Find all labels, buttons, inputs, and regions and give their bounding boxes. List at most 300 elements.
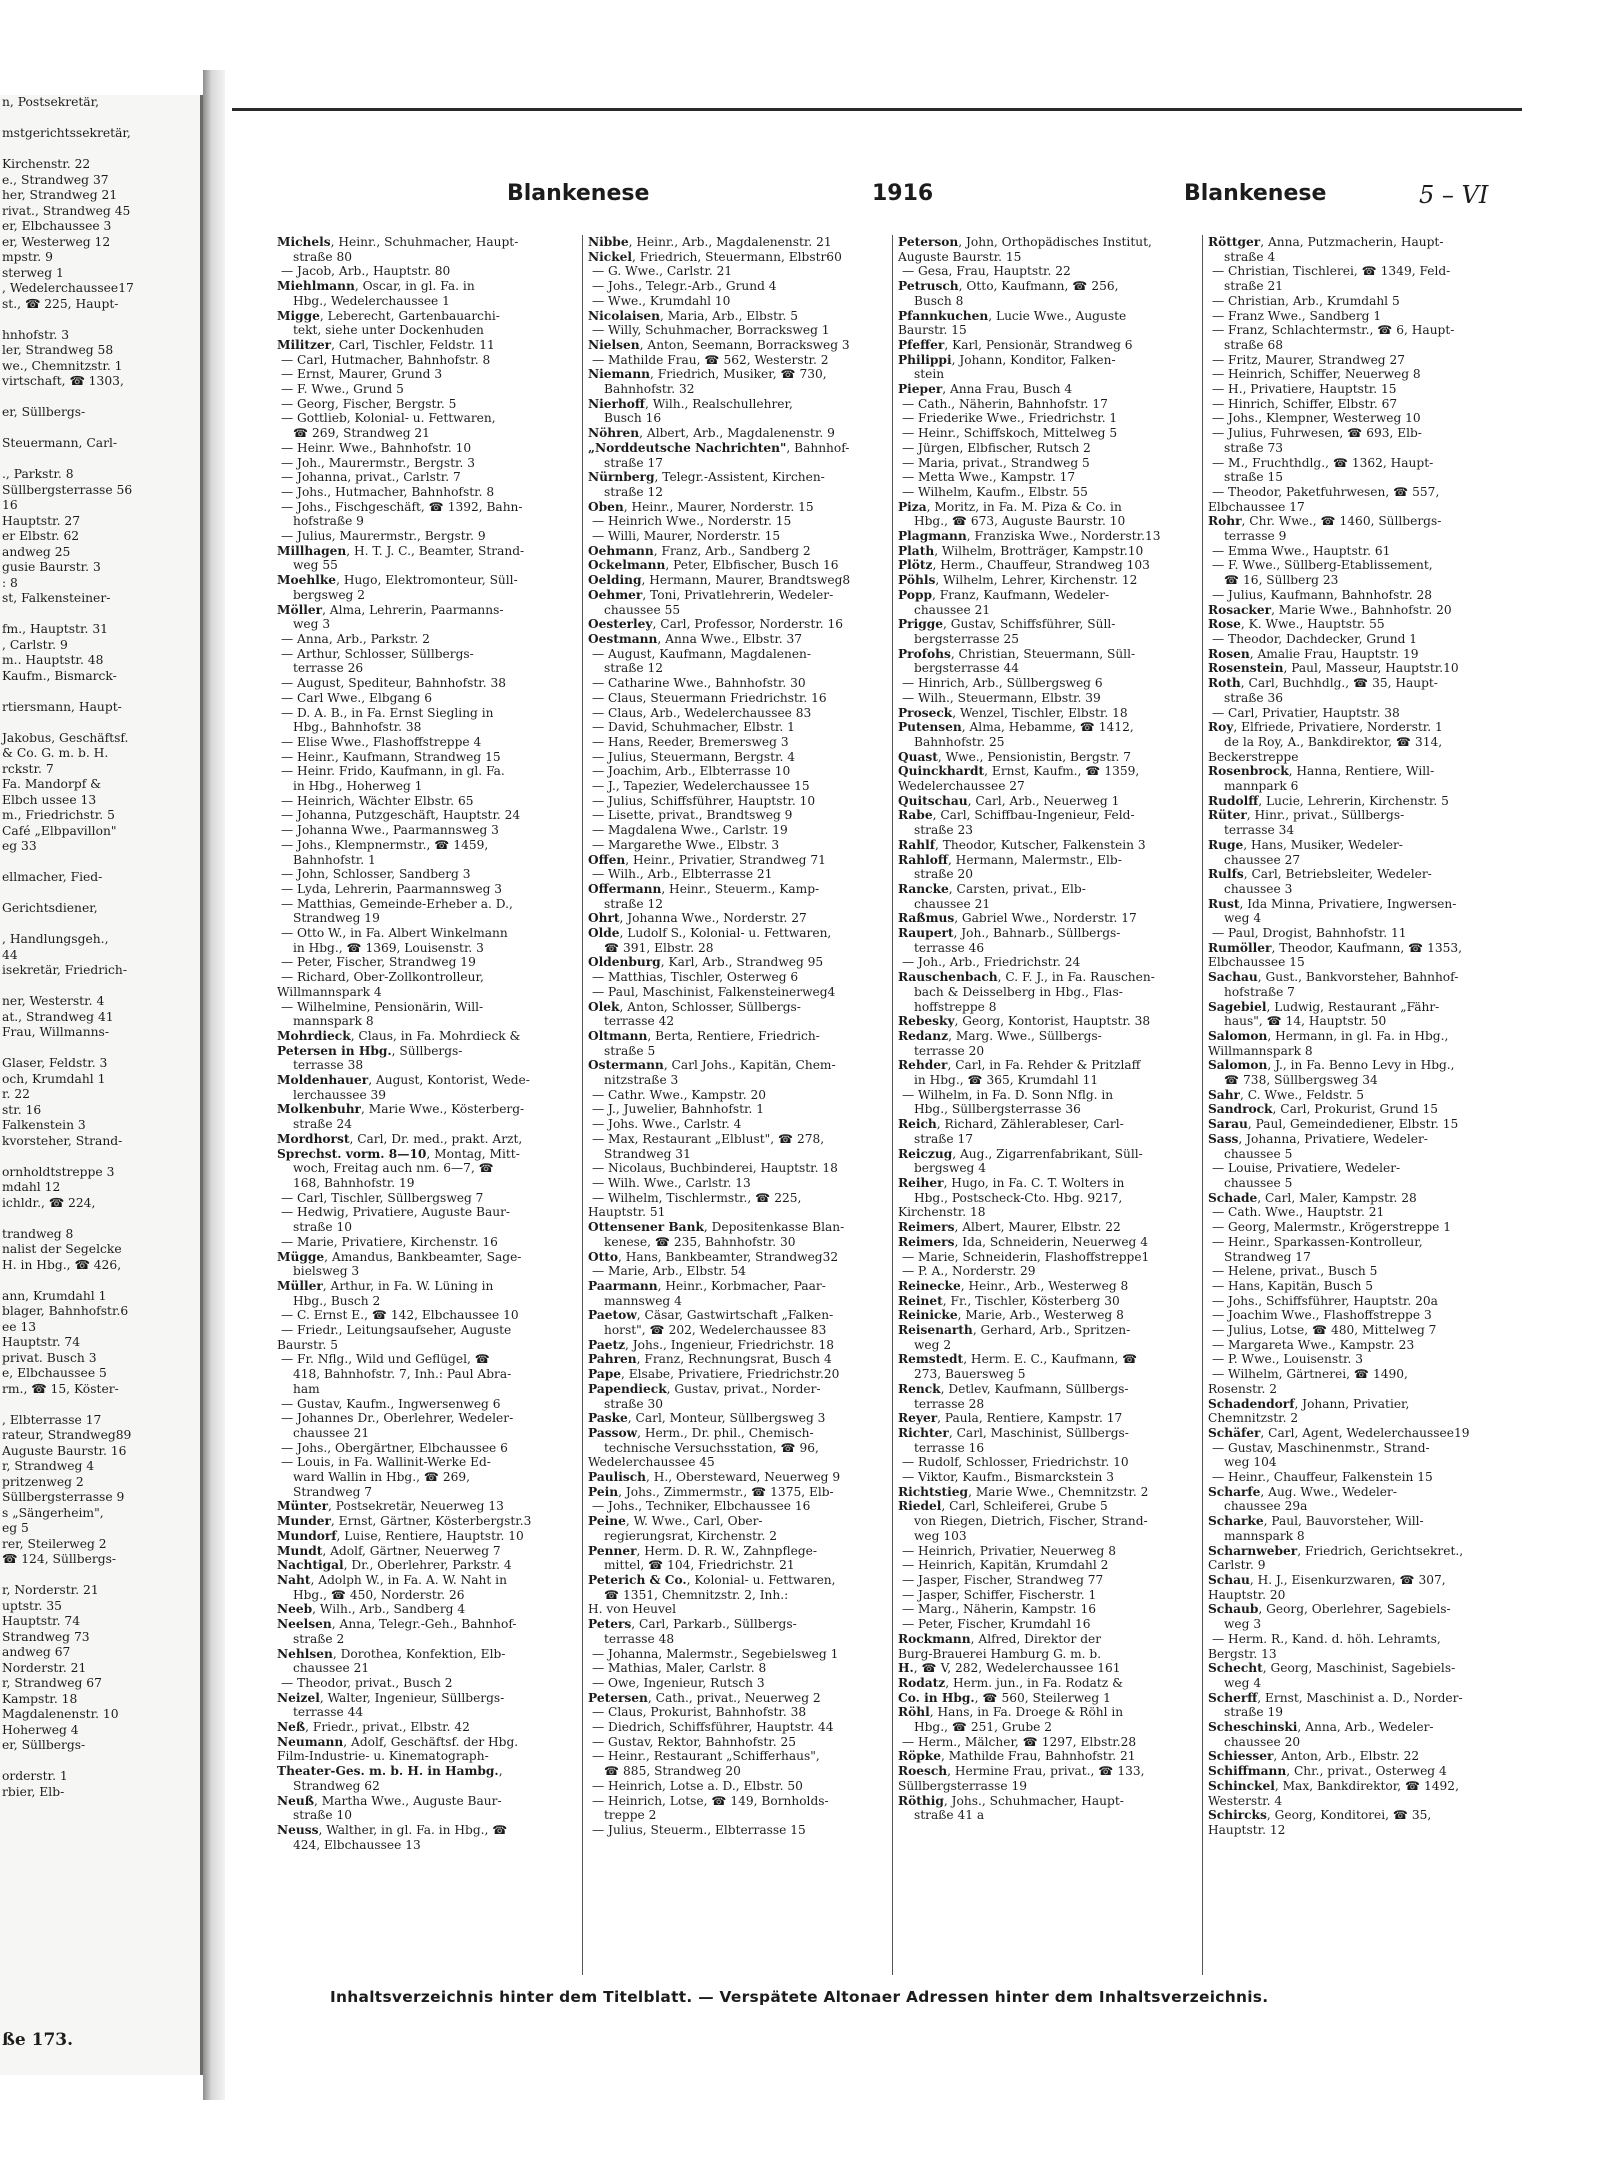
directory-entry-line: weg 3 bbox=[1224, 1617, 1262, 1632]
directory-entry-line: Popp, Franz, Kaufmann, Wedeler- bbox=[898, 587, 1110, 602]
directory-entry-line: — Carl, Hutmacher, Bahnhofstr. 8 bbox=[281, 352, 491, 367]
directory-entry-line: Petersen, Cath., privat., Neuerweg 2 bbox=[588, 1690, 821, 1705]
directory-entry-line: bach & Deisselberg in Hbg., Flas- bbox=[914, 984, 1123, 999]
directory-entry-line: Theater-Ges. m. b. H. in Hambg., bbox=[277, 1764, 503, 1779]
directory-entry-line: — Wwe., Krumdahl 10 bbox=[592, 293, 731, 308]
directory-entry-line: — Fr. Nflg., Wild und Geflügel, ☎ bbox=[281, 1352, 490, 1367]
directory-entry-line: — Elise Wwe., Flashoffstreppe 4 bbox=[281, 734, 482, 749]
directory-entry-line: terrasse 28 bbox=[914, 1396, 985, 1411]
directory-entry-line: straße 17 bbox=[604, 455, 663, 470]
directory-entry-line: Quinckhardt, Ernst, Kaufm., ☎ 1359, bbox=[898, 764, 1140, 779]
directory-entry-line: Millhagen, H. T. J. C., Beamter, Strand- bbox=[277, 543, 525, 558]
directory-entry-line: — Franz, Schlachtermstr., ☎ 6, Haupt- bbox=[1212, 323, 1455, 338]
left-page-line: Kirchenstr. 22 bbox=[2, 157, 91, 171]
directory-entry-line: Rohr, Chr. Wwe., ☎ 1460, Süllbergs- bbox=[1208, 514, 1442, 529]
directory-entry-line: Rose, K. Wwe., Hauptstr. 55 bbox=[1208, 617, 1385, 632]
directory-entry-line: hoffstreppe 8 bbox=[914, 999, 997, 1014]
left-page-line bbox=[2, 421, 200, 437]
directory-entry-line: Nibbe, Heinr., Arb., Magdalenenstr. 21 bbox=[588, 235, 832, 249]
directory-entry-line: bergsterrasse 25 bbox=[914, 631, 1020, 646]
left-page-line: 44 bbox=[2, 947, 18, 962]
directory-entry-line: — D. A. B., in Fa. Ernst Siegling in bbox=[281, 705, 494, 720]
directory-entry-line: terrasse 26 bbox=[293, 661, 364, 676]
directory-entry-line: 273, Bauersweg 5 bbox=[914, 1367, 1026, 1382]
directory-entry-line: Petrusch, Otto, Kaufmann, ☎ 256, bbox=[898, 279, 1119, 294]
directory-entry-line: — Hedwig, Privatiere, Auguste Baur- bbox=[281, 1205, 511, 1220]
directory-entry-line: weg 3 bbox=[293, 617, 331, 632]
left-page-line: sterweg 1 bbox=[2, 265, 64, 280]
directory-entry-line: Beckerstreppe bbox=[1208, 749, 1299, 764]
directory-entry-line: straße 10 bbox=[293, 1808, 352, 1823]
directory-entry-line: — Paul, Drogist, Bahnhofstr. 11 bbox=[1212, 926, 1407, 941]
left-page-line bbox=[2, 917, 200, 933]
left-page-line: mpstr. 9 bbox=[2, 250, 53, 264]
directory-entry-line: — Gustav, Maschinenmstr., Strand- bbox=[1212, 1440, 1430, 1455]
left-page-line: Norderstr. 21 bbox=[2, 1660, 87, 1675]
directory-entry-line: Sandrock, Carl, Prokurist, Grund 15 bbox=[1208, 1102, 1438, 1117]
directory-entry-line: Wedelerchaussee 45 bbox=[588, 1455, 715, 1470]
left-page-line: privat. Busch 3 bbox=[2, 1350, 97, 1365]
directory-entry-line: ward Wallin in Hbg., ☎ 269, bbox=[293, 1470, 471, 1485]
left-page-line: mdahl 12 bbox=[2, 1180, 61, 1194]
directory-entry-line: Moldenhauer, August, Kontorist, Wede- bbox=[277, 1073, 530, 1088]
directory-entry-line: Nehlsen, Dorothea, Konfektion, Elb- bbox=[277, 1646, 506, 1661]
directory-entry-line: Rancke, Carsten, privat., Elb- bbox=[898, 881, 1086, 896]
directory-entry-line: chaussee 21 bbox=[293, 1661, 370, 1676]
directory-entry-line: Moehlke, Hugo, Elektromonteur, Süll- bbox=[277, 573, 518, 588]
left-page-line: er, Süllbergs- bbox=[2, 405, 86, 419]
directory-entry-line: — Emma Wwe., Hauptstr. 61 bbox=[1212, 543, 1391, 558]
directory-entry-line: Reinecke, Heinr., Arb., Westerweg 8 bbox=[898, 1278, 1129, 1293]
directory-entry-line: straße 17 bbox=[914, 1131, 973, 1146]
directory-entry-line: Quast, Wwe., Pensionistin, Bergstr. 7 bbox=[898, 749, 1131, 764]
directory-entry-line: ☎ 269, Strandweg 21 bbox=[293, 426, 430, 441]
directory-entry-line: Co. in Hbg., ☎ 560, Steilerweg 1 bbox=[898, 1690, 1111, 1705]
left-page-line: pritzenweg 2 bbox=[2, 1474, 84, 1489]
directory-entry-line: terrasse 42 bbox=[604, 1014, 675, 1029]
left-page-line: er, Westerweg 12 bbox=[2, 234, 111, 249]
directory-entry-line: Scheschinski, Anna, Arb., Wedeler- bbox=[1208, 1720, 1434, 1735]
directory-column-3 bbox=[892, 235, 1195, 1975]
directory-entry-line: — Heinr., Kaufmann, Strandweg 15 bbox=[281, 749, 501, 764]
directory-entry-line: Profohs, Christian, Steuermann, Süll- bbox=[898, 646, 1136, 661]
left-page-line: m.. Hauptstr. 48 bbox=[2, 653, 104, 667]
directory-entry-line: Miehlmann, Oscar, in gl. Fa. in bbox=[277, 279, 475, 294]
directory-entry-line: weg 103 bbox=[914, 1528, 967, 1543]
directory-entry-line: Rust, Ida Minna, Privatiere, Ingwersen- bbox=[1208, 896, 1457, 911]
directory-entry-line: — Herm., Mälcher, ☎ 1297, Elbstr.28 bbox=[902, 1734, 1137, 1749]
directory-entry-line: — M., Fruchthdlg., ☎ 1362, Haupt- bbox=[1212, 455, 1434, 470]
directory-entry-line: Strandweg 7 bbox=[293, 1484, 373, 1499]
directory-entry-line: Piza, Moritz, in Fa. M. Piza & Co. in bbox=[898, 499, 1122, 514]
left-page-line: rivat., Strandweg 45 bbox=[2, 203, 131, 218]
directory-entry-line: Reiher, Hugo, in Fa. C. T. Wolters in bbox=[898, 1176, 1125, 1190]
directory-entry-line: — C. Ernst E., ☎ 142, Elbchaussee 10 bbox=[281, 1308, 519, 1323]
directory-entry-line: Rodatz, Herm. jun., in Fa. Rodatz & bbox=[898, 1675, 1123, 1690]
directory-entry-line: Carlstr. 9 bbox=[1208, 1558, 1266, 1573]
directory-entry-line: Nierhoff, Wilh., Realschullehrer, bbox=[588, 396, 793, 411]
directory-entry-line: — J., Tapezier, Wedelerchaussee 15 bbox=[592, 779, 810, 794]
left-page-line: str. 16 bbox=[2, 1102, 42, 1117]
left-page-line: , Handlungsgeh., bbox=[2, 932, 109, 946]
directory-entry-line: — Friedr., Leitungsaufseher, Auguste bbox=[281, 1323, 512, 1338]
directory-entry-line: — Margareta Wwe., Kampstr. 23 bbox=[1212, 1337, 1415, 1352]
directory-entry-line: Mordhorst, Carl, Dr. med., prakt. Arzt, bbox=[277, 1131, 523, 1146]
directory-entry-line: — Otto W., in Fa. Albert Winkelmann bbox=[281, 926, 508, 941]
left-page-line: ichldr., ☎ 224, bbox=[2, 1195, 96, 1210]
directory-entry-line: Westerstr. 4 bbox=[1208, 1793, 1283, 1808]
page-footer-note: Inhaltsverzeichnis hinter dem Titelblatt. — Verspätete Altonaer Adressen hinter dem Inhaltsverzeichnis. bbox=[330, 1988, 1269, 2006]
directory-entry-line: chaussee 21 bbox=[914, 896, 991, 911]
directory-entry-line: — Julius, Maurermstr., Bergstr. 9 bbox=[281, 529, 486, 544]
directory-entry-line: Renck, Detlev, Kaufmann, Süllbergs- bbox=[898, 1381, 1129, 1396]
directory-entry-line: — G. Wwe., Carlstr. 21 bbox=[592, 264, 733, 279]
directory-entry-line: — Johanna, Malermstr., Segebielsweg 1 bbox=[592, 1646, 839, 1661]
directory-entry-line: — F. Wwe., Grund 5 bbox=[281, 382, 404, 397]
directory-columns bbox=[272, 235, 1512, 1975]
directory-entry-line: Reinicke, Marie, Arb., Westerweg 8 bbox=[898, 1308, 1124, 1323]
left-page-line: Süllbergsterrasse 9 bbox=[2, 1490, 125, 1504]
directory-entry-line: weg 55 bbox=[293, 558, 338, 573]
directory-entry-line: — Heinrich, Wächter Elbstr. 65 bbox=[281, 793, 474, 808]
directory-entry-line: — Wilh., Arb., Elbterrasse 21 bbox=[592, 867, 773, 882]
directory-entry-line: — Johs. Wwe., Carlstr. 4 bbox=[592, 1117, 742, 1132]
left-page-line: nalist der Segelcke bbox=[2, 1242, 122, 1256]
directory-entry-line: terrasse 9 bbox=[1224, 529, 1287, 544]
directory-entry-line: ☎ 885, Strandweg 20 bbox=[604, 1764, 741, 1779]
directory-entry-line: Reinet, Fr., Tischler, Kösterberg 30 bbox=[898, 1293, 1120, 1308]
directory-entry-line: Oestmann, Anna Wwe., Elbstr. 37 bbox=[588, 631, 803, 646]
directory-entry-line: — Louise, Privatiere, Wedeler- bbox=[1212, 1161, 1401, 1176]
left-page-line: eg 33 bbox=[2, 839, 37, 853]
directory-entry-line: Müller, Arthur, in Fa. W. Lüning in bbox=[277, 1278, 494, 1293]
directory-entry-line: Migge, Leberecht, Gartenbauarchi- bbox=[277, 308, 500, 323]
left-page-line: mstgerichtssekretär, bbox=[2, 126, 131, 140]
directory-entry-line: Scharnweber, Friedrich, Gerichtsekret., bbox=[1208, 1543, 1464, 1558]
directory-entry-line: — August, Spediteur, Bahnhofstr. 38 bbox=[281, 676, 507, 691]
directory-entry-line: — Marie, Arb., Elbstr. 54 bbox=[592, 1264, 747, 1279]
directory-entry-line: — Hinrich, Schiffer, Elbstr. 67 bbox=[1212, 396, 1398, 411]
directory-entry-line: Sprechst. vorm. 8—10, Montag, Mitt- bbox=[277, 1146, 520, 1161]
left-page-line: blager, Bahnhofstr.6 bbox=[2, 1304, 129, 1318]
left-page-line: at., Strandweg 41 bbox=[2, 1009, 114, 1024]
directory-entry-line: 168, Bahnhofstr. 19 bbox=[293, 1176, 415, 1190]
directory-entry-line: terrasse 48 bbox=[604, 1631, 675, 1646]
directory-entry-line: Salomon, J., in Fa. Benno Levy in Hbg., bbox=[1208, 1058, 1455, 1073]
left-page-footer: ße 173. bbox=[2, 2030, 74, 2050]
left-page-line: n, Postsekretär, bbox=[2, 95, 100, 109]
directory-entry-line: — Julius, Lotse, ☎ 480, Mittelweg 7 bbox=[1212, 1323, 1437, 1338]
directory-entry-line: Ohrt, Johanna Wwe., Norderstr. 27 bbox=[588, 911, 807, 926]
left-page-line: rtiersmann, Haupt- bbox=[2, 699, 122, 714]
directory-entry-line: — Carl, Privatier, Hauptstr. 38 bbox=[1212, 705, 1400, 720]
directory-entry-line: Mohrdieck, Claus, in Fa. Mohrdieck & bbox=[277, 1028, 521, 1043]
directory-entry-line: Hbg., ☎ 673, Auguste Baurstr. 10 bbox=[914, 514, 1126, 529]
directory-entry-line: Hbg., ☎ 450, Norderstr. 26 bbox=[293, 1587, 465, 1602]
directory-entry-line: — Wilhelm, Kaufm., Elbstr. 55 bbox=[902, 484, 1088, 499]
directory-entry-line: — Heinr. Wwe., Bahnhofstr. 10 bbox=[281, 440, 472, 455]
directory-entry-line: — Wilhelm, in Fa. D. Sonn Nflg. in bbox=[902, 1087, 1114, 1102]
directory-entry-line: Strandweg 19 bbox=[293, 911, 380, 926]
directory-entry-line: ☎ 1351, Chemnitzstr. 2, Inh.: bbox=[604, 1587, 789, 1602]
left-page-line: Hauptstr. 74 bbox=[2, 1614, 81, 1628]
left-page-line: ann, Krumdahl 1 bbox=[2, 1288, 107, 1303]
directory-entry-line: de la Roy, A., Bankdirektor, ☎ 314, bbox=[1224, 734, 1443, 749]
directory-entry-line: in Hbg., ☎ 1369, Louisenstr. 3 bbox=[293, 940, 484, 955]
directory-entry-line: Pfeffer, Karl, Pensionär, Strandweg 6 bbox=[898, 337, 1133, 352]
directory-entry-line: Schiffmann, Chr., privat., Osterweg 4 bbox=[1208, 1764, 1447, 1779]
directory-entry-line: Salomon, Hermann, in gl. Fa. in Hbg., bbox=[1208, 1028, 1449, 1043]
directory-entry-line: — Theodor, privat., Busch 2 bbox=[281, 1675, 453, 1690]
left-page-line: Hauptstr. 74 bbox=[2, 1335, 81, 1349]
directory-entry-line: Neizel, Walter, Ingenieur, Süllbergs- bbox=[277, 1690, 505, 1705]
directory-entry-line: Hbg., Bahnhofstr. 38 bbox=[293, 720, 422, 735]
directory-entry-line: — Heinrich, Kapitän, Krumdahl 2 bbox=[902, 1558, 1109, 1573]
directory-entry-line: in Hbg., ☎ 365, Krumdahl 11 bbox=[914, 1073, 1099, 1088]
directory-entry-line: — Joachim, Arb., Elbterrasse 10 bbox=[592, 764, 791, 779]
directory-entry-line: — Willi, Maurer, Norderstr. 15 bbox=[592, 529, 781, 544]
directory-entry-line: Prigge, Gustav, Schiffsführer, Süll- bbox=[898, 617, 1116, 632]
left-page-line: s „Sängerheim", bbox=[2, 1505, 104, 1520]
left-page-line bbox=[2, 1568, 200, 1584]
directory-entry-line: stein bbox=[914, 367, 945, 382]
directory-entry-line: — Julius, Schiffsführer, Hauptstr. 10 bbox=[592, 793, 816, 808]
directory-entry-line: Pahren, Franz, Rechnungsrat, Busch 4 bbox=[588, 1352, 832, 1367]
left-page-line: Hoherweg 4 bbox=[2, 1722, 79, 1737]
directory-entry-line: — Fritz, Maurer, Strandweg 27 bbox=[1212, 352, 1405, 367]
directory-entry-line: — Cath., Näherin, Bahnhofstr. 17 bbox=[902, 396, 1108, 411]
directory-entry-line: — Marie, Privatiere, Kirchenstr. 16 bbox=[281, 1234, 498, 1249]
directory-entry-line: — Johs., Klempner, Westerweg 10 bbox=[1212, 411, 1421, 426]
directory-entry-line: — Johanna Wwe., Paarmannsweg 3 bbox=[281, 823, 499, 838]
directory-entry-line: Möller, Alma, Lehrerin, Paarmanns- bbox=[277, 602, 504, 617]
directory-entry-line: Militzer, Carl, Tischler, Feldstr. 11 bbox=[277, 337, 495, 352]
directory-entry-line: H., ☎ V, 282, Wedelerchaussee 161 bbox=[898, 1661, 1121, 1676]
directory-entry-line: — Christian, Tischlerei, ☎ 1349, Feld- bbox=[1212, 264, 1451, 279]
left-page-line: Süllbergsterrasse 56 bbox=[2, 482, 133, 497]
left-page-line: ☎ 124, Süllbergs- bbox=[2, 1552, 117, 1566]
directory-entry-line: Pöhls, Wilhelm, Lehrer, Kirchenstr. 12 bbox=[898, 573, 1138, 588]
directory-entry-line: bergsweg 4 bbox=[914, 1161, 986, 1176]
directory-entry-line: Willmannspark 8 bbox=[1208, 1043, 1313, 1058]
directory-entry-line: Bahnhofstr. 32 bbox=[604, 382, 695, 397]
directory-entry-line: chaussee 55 bbox=[604, 602, 681, 617]
directory-entry-line: — Heinrich Wwe., Norderstr. 15 bbox=[592, 514, 792, 529]
directory-entry-line: Papendieck, Gustav, privat., Norder- bbox=[588, 1381, 821, 1396]
directory-entry-line: — Viktor, Kaufm., Bismarckstein 3 bbox=[902, 1470, 1115, 1485]
left-page-line: Kampstr. 18 bbox=[2, 1691, 78, 1706]
directory-entry-line: — Diedrich, Schiffsführer, Hauptstr. 44 bbox=[592, 1720, 834, 1735]
directory-entry-line: — Cathr. Wwe., Kampstr. 20 bbox=[592, 1087, 767, 1102]
directory-entry-line: Wedelerchaussee 27 bbox=[898, 779, 1025, 794]
directory-entry-line: — Matthias, Gemeinde-Erheber a. D., bbox=[281, 896, 513, 911]
left-page-line: gusie Baurstr. 3 bbox=[2, 560, 101, 574]
directory-entry-line: — Lisette, privat., Brandtsweg 9 bbox=[592, 808, 793, 823]
directory-entry-line: — Richard, Ober-Zollkontrolleur, bbox=[281, 970, 484, 985]
directory-entry-line: — Carl Wwe., Elbgang 6 bbox=[281, 690, 432, 705]
directory-entry-line: straße 2 bbox=[293, 1631, 345, 1646]
directory-entry-line: Scharfe, Aug. Wwe., Wedeler- bbox=[1208, 1484, 1397, 1499]
directory-entry-line: — Hans, Kapitän, Busch 5 bbox=[1212, 1278, 1374, 1293]
directory-entry-line: Chemnitzstr. 2 bbox=[1208, 1411, 1299, 1426]
directory-entry-line: Richter, Carl, Maschinist, Süllbergs- bbox=[898, 1425, 1129, 1440]
directory-entry-line: Strandweg 31 bbox=[604, 1146, 691, 1161]
left-page-line: r, Strandweg 4 bbox=[2, 1459, 95, 1473]
directory-entry-line: — Max, Restaurant „Elblust", ☎ 278, bbox=[592, 1131, 825, 1146]
directory-entry-line: — Johs., Telegr.-Arb., Grund 4 bbox=[592, 279, 777, 294]
left-page-line: Elbch ussee 13 bbox=[2, 792, 97, 807]
directory-entry-line: Paulisch, H., Obersteward, Neuerweg 9 bbox=[588, 1470, 841, 1485]
directory-entry-line: Oehmann, Franz, Arb., Sandberg 2 bbox=[588, 543, 811, 558]
directory-entry-line: terrasse 34 bbox=[1224, 823, 1295, 838]
directory-entry-line: Baurstr. 5 bbox=[277, 1337, 339, 1352]
directory-entry-line: Röttger, Anna, Putzmacherin, Haupt- bbox=[1208, 235, 1444, 249]
directory-entry-line: straße 41 a bbox=[914, 1808, 985, 1823]
left-page-line bbox=[2, 390, 200, 406]
directory-entry-line: — Franz Wwe., Sandberg 1 bbox=[1212, 308, 1382, 323]
directory-entry-line: — H., Privatiere, Hauptstr. 15 bbox=[1212, 382, 1397, 397]
directory-entry-line: Schau, H. J., Eisenkurzwaren, ☎ 307, bbox=[1208, 1572, 1446, 1587]
directory-entry-line: Petersen in Hbg., Süllbergs- bbox=[277, 1043, 463, 1058]
left-page-line: orderstr. 1 bbox=[2, 1769, 68, 1783]
directory-entry-line: Neelsen, Anna, Telegr.-Geh., Bahnhof- bbox=[277, 1617, 517, 1632]
left-page-line: , Carlstr. 9 bbox=[2, 637, 68, 652]
left-page-line: : 8 bbox=[2, 575, 18, 590]
directory-entry-line: Philippi, Johann, Konditor, Falken- bbox=[898, 352, 1116, 367]
directory-entry-line: Film-Industrie- u. Kinematograph- bbox=[277, 1749, 489, 1764]
directory-entry-line: Nickel, Friedrich, Steuermann, Elbstr60 bbox=[588, 249, 842, 264]
directory-entry-line: Schäfer, Carl, Agent, Wedelerchaussee19 bbox=[1208, 1425, 1470, 1440]
directory-entry-line: — Heinr., Chauffeur, Falkenstein 15 bbox=[1212, 1470, 1433, 1485]
directory-entry-line: straße 36 bbox=[1224, 690, 1283, 705]
left-page-line: uptstr. 35 bbox=[2, 1598, 62, 1613]
directory-entry-line: straße 12 bbox=[604, 896, 663, 911]
directory-entry-line: — Marg., Näherin, Kampstr. 16 bbox=[902, 1602, 1096, 1617]
directory-entry-line: Roy, Elfriede, Privatiere, Norderstr. 1 bbox=[1208, 720, 1443, 735]
directory-entry-line: Neß, Friedr., privat., Elbstr. 42 bbox=[277, 1720, 470, 1735]
directory-entry-line: Sachau, Gust., Bankvorsteher, Bahnhof- bbox=[1208, 970, 1459, 985]
directory-entry-line: chaussee 27 bbox=[1224, 852, 1301, 867]
left-page-line: her, Strandweg 21 bbox=[2, 188, 118, 202]
left-page-line bbox=[2, 1149, 200, 1165]
directory-entry-line: straße 5 bbox=[604, 1043, 656, 1058]
directory-entry-line: 418, Bahnhofstr. 7, Inh.: Paul Abra- bbox=[293, 1367, 512, 1382]
directory-entry-line: Schaub, Georg, Oberlehrer, Sagebiels- bbox=[1208, 1602, 1451, 1617]
directory-entry-line: — Gustav, Kaufm., Ingwersenweg 6 bbox=[281, 1396, 501, 1411]
directory-entry-line: — Julius, Steuermann, Bergstr. 4 bbox=[592, 749, 795, 764]
directory-entry-line: Busch 8 bbox=[914, 293, 964, 308]
directory-entry-line: — Willy, Schuhmacher, Borracksweg 1 bbox=[592, 323, 830, 338]
directory-entry-line: — Heinrich, Lotse a. D., Elbstr. 50 bbox=[592, 1778, 803, 1793]
directory-entry-line: Auguste Baurstr. 15 bbox=[898, 249, 1022, 264]
directory-entry-line: Rahloff, Hermann, Malermstr., Elb- bbox=[898, 852, 1122, 867]
directory-entry-line: Ockelmann, Peter, Elbfischer, Busch 16 bbox=[588, 558, 839, 573]
directory-entry-line: Paarmann, Heinr., Korbmacher, Paar- bbox=[588, 1278, 826, 1293]
directory-entry-line: kenese, ☎ 235, Bahnhofstr. 30 bbox=[604, 1234, 796, 1249]
directory-entry-line: — Friederike Wwe., Friedrichstr. 1 bbox=[902, 411, 1118, 426]
directory-entry-line: — Helene, privat., Busch 5 bbox=[1212, 1264, 1378, 1279]
directory-entry-line: Sass, Johanna, Privatiere, Wedeler- bbox=[1208, 1131, 1428, 1146]
directory-entry-line: chaussee 21 bbox=[293, 1425, 370, 1440]
directory-entry-line: Rosacker, Marie Wwe., Bahnhofstr. 20 bbox=[1208, 602, 1452, 617]
page-number: 5 – VI bbox=[1419, 181, 1489, 209]
left-page-line: H. in Hbg., ☎ 426, bbox=[2, 1257, 122, 1272]
left-page-line: Frau, Willmanns- bbox=[2, 1025, 109, 1039]
directory-entry-line: Schade, Carl, Maler, Kampstr. 28 bbox=[1208, 1190, 1417, 1205]
directory-entry-line: — Metta Wwe., Kampstr. 17 bbox=[902, 470, 1076, 485]
directory-entry-line: Penner, Herm. D. R. W., Zahnpflege- bbox=[588, 1543, 817, 1558]
running-head-year: 1916 bbox=[872, 181, 934, 206]
directory-entry-line: Rumöller, Theodor, Kaufmann, ☎ 1353, bbox=[1208, 940, 1463, 955]
left-page-line: Kaufm., Bismarck- bbox=[2, 668, 117, 683]
directory-entry-line: Bahnhofstr. 1 bbox=[293, 852, 376, 867]
left-page-line: rckstr. 7 bbox=[2, 761, 54, 776]
directory-entry-line: straße 30 bbox=[604, 1396, 663, 1411]
directory-entry-line: Strandweg 17 bbox=[1224, 1249, 1311, 1264]
directory-entry-line: Oben, Heinr., Maurer, Norderstr. 15 bbox=[588, 499, 814, 514]
left-page-line: , Wedelerchaussee17 bbox=[2, 281, 134, 295]
directory-entry-line: Nöhren, Albert, Arb., Magdalenenstr. 9 bbox=[588, 426, 835, 441]
directory-entry-line: — Wilh., Steuermann, Elbstr. 39 bbox=[902, 690, 1101, 705]
directory-entry-line: nitzstraße 3 bbox=[604, 1073, 679, 1088]
left-page-line: rer, Steilerweg 2 bbox=[2, 1536, 107, 1551]
directory-entry-line: — Johs., Techniker, Elbchaussee 16 bbox=[592, 1499, 811, 1514]
directory-entry-line: Proseck, Wenzel, Tischler, Elbstr. 18 bbox=[898, 705, 1128, 720]
directory-entry-line: Pfannkuchen, Lucie Wwe., Auguste bbox=[898, 308, 1127, 323]
directory-entry-line: Mundorf, Luise, Rentiere, Hauptstr. 10 bbox=[277, 1528, 524, 1543]
left-page-line: Falkenstein 3 bbox=[2, 1118, 86, 1132]
directory-entry-line: — Herm. R., Kand. d. höh. Lehramts, bbox=[1212, 1631, 1441, 1646]
directory-entry-line: Oltmann, Berta, Rentiere, Friedrich- bbox=[588, 1028, 820, 1043]
left-page-line: fm., Hauptstr. 31 bbox=[2, 622, 108, 636]
directory-entry-line: — Wilhelm, Gärtnerei, ☎ 1490, bbox=[1212, 1367, 1408, 1382]
directory-entry-line: ☎ 738, Süllbergsweg 34 bbox=[1224, 1073, 1378, 1088]
directory-entry-line: — Julius, Steuerm., Elbterrasse 15 bbox=[592, 1822, 806, 1837]
directory-entry-line: Bergstr. 13 bbox=[1208, 1646, 1277, 1661]
directory-entry-line: chaussee 5 bbox=[1224, 1146, 1293, 1161]
directory-entry-line: Busch 16 bbox=[604, 411, 662, 426]
directory-entry-line: 424, Elbchaussee 13 bbox=[293, 1837, 421, 1852]
left-page-line bbox=[2, 1397, 200, 1413]
directory-entry-line: Schecht, Georg, Maschinist, Sagebiels- bbox=[1208, 1661, 1456, 1676]
directory-entry-line: horst", ☎ 202, Wedelerchaussee 83 bbox=[604, 1323, 827, 1338]
directory-entry-line: Plötz, Herm., Chauffeur, Strandweg 103 bbox=[898, 558, 1150, 573]
directory-entry-line: Rosen, Amalie Frau, Hauptstr. 19 bbox=[1208, 646, 1419, 661]
directory-entry-line: — Mathias, Maler, Carlstr. 8 bbox=[592, 1661, 767, 1676]
directory-entry-line: — Johs., Obergärtner, Elbchaussee 6 bbox=[281, 1440, 508, 1455]
left-page-line: ner, Westerstr. 4 bbox=[2, 994, 105, 1008]
directory-entry-line: Plagmann, Franziska Wwe., Norderstr.13 bbox=[898, 529, 1161, 544]
directory-entry-line: weg 2 bbox=[914, 1337, 952, 1352]
directory-entry-line: Reimers, Albert, Maurer, Elbstr. 22 bbox=[898, 1220, 1121, 1235]
directory-entry-line: — Johs., Fischgeschäft, ☎ 1392, Bahn- bbox=[281, 499, 523, 514]
directory-entry-line: — Theodor, Dachdecker, Grund 1 bbox=[1212, 631, 1418, 646]
left-page-line: andweg 25 bbox=[2, 544, 71, 559]
directory-entry-line: Reisenarth, Gerhard, Arb., Spritzen- bbox=[898, 1323, 1131, 1338]
directory-entry-line: Ottensener Bank, Depositenkasse Blan- bbox=[588, 1220, 845, 1235]
directory-entry-line: Baurstr. 15 bbox=[898, 323, 967, 338]
directory-entry-line: straße 19 bbox=[1224, 1705, 1283, 1720]
directory-entry-line: Nielsen, Anton, Seemann, Borracksweg 3 bbox=[588, 337, 850, 352]
directory-entry-line: Süllbergsterrasse 19 bbox=[898, 1778, 1028, 1793]
directory-entry-line: — P. Wwe., Louisenstr. 3 bbox=[1212, 1352, 1363, 1367]
left-page-line bbox=[2, 607, 200, 623]
directory-entry-line: Peine, W. Wwe., Carl, Ober- bbox=[588, 1514, 763, 1529]
left-page-line: rm., ☎ 15, Köster- bbox=[2, 1381, 119, 1396]
directory-entry-line: Hbg., Busch 2 bbox=[293, 1293, 381, 1308]
left-page-line: Magdalenenstr. 10 bbox=[2, 1707, 119, 1721]
directory-entry-line: Roth, Carl, Buchhdlg., ☎ 35, Haupt- bbox=[1208, 676, 1438, 691]
